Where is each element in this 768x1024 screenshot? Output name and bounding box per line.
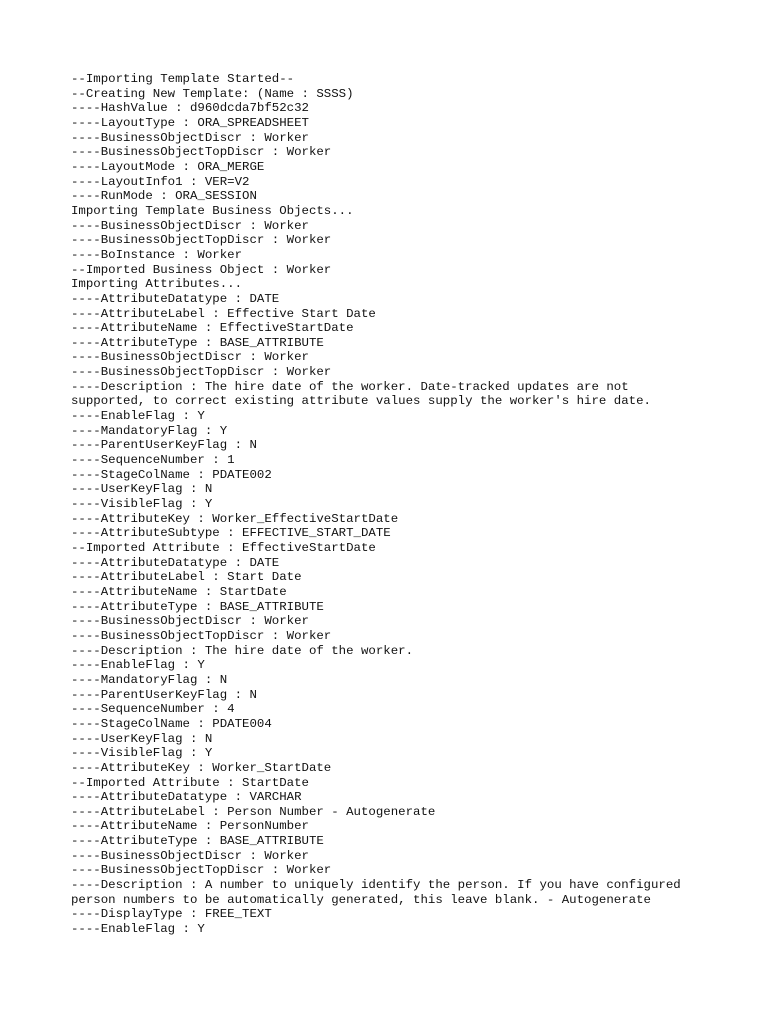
log-line: ----DisplayType : FREE_TEXT <box>71 907 272 922</box>
log-line: ----StageColName : PDATE004 <box>71 716 272 731</box>
log-line: ----AttributeName : EffectiveStartDate <box>71 321 354 336</box>
log-line: ----AttributeType : BASE_ATTRIBUTE <box>71 599 324 614</box>
log-line: --Imported Business Object : Worker <box>71 262 332 277</box>
log-line: --Imported Attribute : EffectiveStartDate <box>71 541 376 555</box>
log-line: ----BoInstance : Worker <box>71 247 243 262</box>
log-line: --Imported Attribute : StartDate <box>71 775 309 790</box>
log-line: ----VisibleFlag : Y <box>71 497 213 512</box>
log-line: ----UserKeyFlag : N <box>71 482 213 497</box>
log-line: ----Description : The hire date of the worker. <box>71 643 414 658</box>
log-line: --Importing Template Started-- <box>71 72 295 86</box>
log-line: ----ParentUserKeyFlag : N <box>71 438 257 453</box>
log-line: ----AttributeSubtype : EFFECTIVE_START_DATE <box>71 526 391 541</box>
log-line: ----AttributeType : BASE_ATTRIBUTE <box>71 834 324 849</box>
log-line: ----StageColName : PDATE002 <box>71 467 272 482</box>
log-line: person numbers to be automatically generated, this leave blank. - Autogenerate <box>71 892 651 907</box>
log-line: ----AttributeLabel : Person Number - Autogenerate <box>71 804 436 819</box>
log-line: ----AttributeDatatype : DATE <box>71 291 280 306</box>
log-line: ----AttributeKey : Worker_StartDate <box>71 760 332 775</box>
log-line: ----HashValue : d960dcda7bf52c32 <box>71 101 309 116</box>
log-line: ----BusinessObjectTopDiscr : Worker <box>71 145 332 160</box>
log-line: Importing Attributes... <box>71 277 243 292</box>
log-line: ----BusinessObjectTopDiscr : Worker <box>71 365 332 380</box>
log-line: ----SequenceNumber : 4 <box>71 702 235 717</box>
log-line: ----LayoutType : ORA_SPREADSHEET <box>71 115 309 130</box>
log-line: ----BusinessObjectDiscr : Worker <box>71 614 309 629</box>
log-line: ----RunMode : ORA_SESSION <box>71 189 257 204</box>
log-line: ----Description : The hire date of the worker. Date-tracked updates are not <box>71 379 629 394</box>
log-line: ----UserKeyFlag : N <box>71 731 213 746</box>
log-line: ----BusinessObjectTopDiscr : Worker <box>71 628 332 643</box>
log-line: ----AttributeLabel : Start Date <box>71 570 302 585</box>
log-line: ----AttributeDatatype : DATE <box>71 555 280 570</box>
log-line: ----MandatoryFlag : Y <box>71 423 228 438</box>
log-line: ----LayoutMode : ORA_MERGE <box>71 159 265 174</box>
log-line: ----MandatoryFlag : N <box>71 672 228 687</box>
log-line: ----LayoutInfo1 : VER=V2 <box>71 174 250 189</box>
log-line: ----ParentUserKeyFlag : N <box>71 687 257 702</box>
log-line: Importing Template Business Objects... <box>71 203 354 218</box>
log-line: --Creating New Template: (Name : SSSS) <box>71 86 354 101</box>
log-line: ----AttributeName : StartDate <box>71 584 287 599</box>
log-line: ----BusinessObjectDiscr : Worker <box>71 130 309 145</box>
log-line: ----EnableFlag : Y <box>71 409 205 424</box>
log-line: ----VisibleFlag : Y <box>71 746 213 761</box>
log-line: ----Description : A number to uniquely identify the person. If you have configured <box>71 878 681 893</box>
log-line: ----BusinessObjectDiscr : Worker <box>71 350 309 365</box>
log-line: ----AttributeType : BASE_ATTRIBUTE <box>71 335 324 350</box>
log-line: ----BusinessObjectTopDiscr : Worker <box>71 863 332 878</box>
log-line: ----SequenceNumber : 1 <box>71 453 235 468</box>
import-log <box>71 72 731 937</box>
log-line: ----BusinessObjectTopDiscr : Worker <box>71 233 332 248</box>
log-line: ----AttributeKey : Worker_EffectiveStartDate <box>71 511 399 526</box>
log-line: ----BusinessObjectDiscr : Worker <box>71 218 309 233</box>
log-line: ----AttributeLabel : Effective Start Date <box>71 306 376 321</box>
log-line: ----EnableFlag : Y <box>71 658 205 673</box>
log-line: ----BusinessObjectDiscr : Worker <box>71 848 309 863</box>
log-line: ----AttributeName : PersonNumber <box>71 819 309 834</box>
log-line: supported, to correct existing attribute values supply the worker's hire date. <box>71 394 651 409</box>
log-line: ----EnableFlag : Y <box>71 922 205 937</box>
log-line: ----AttributeDatatype : VARCHAR <box>71 790 302 805</box>
